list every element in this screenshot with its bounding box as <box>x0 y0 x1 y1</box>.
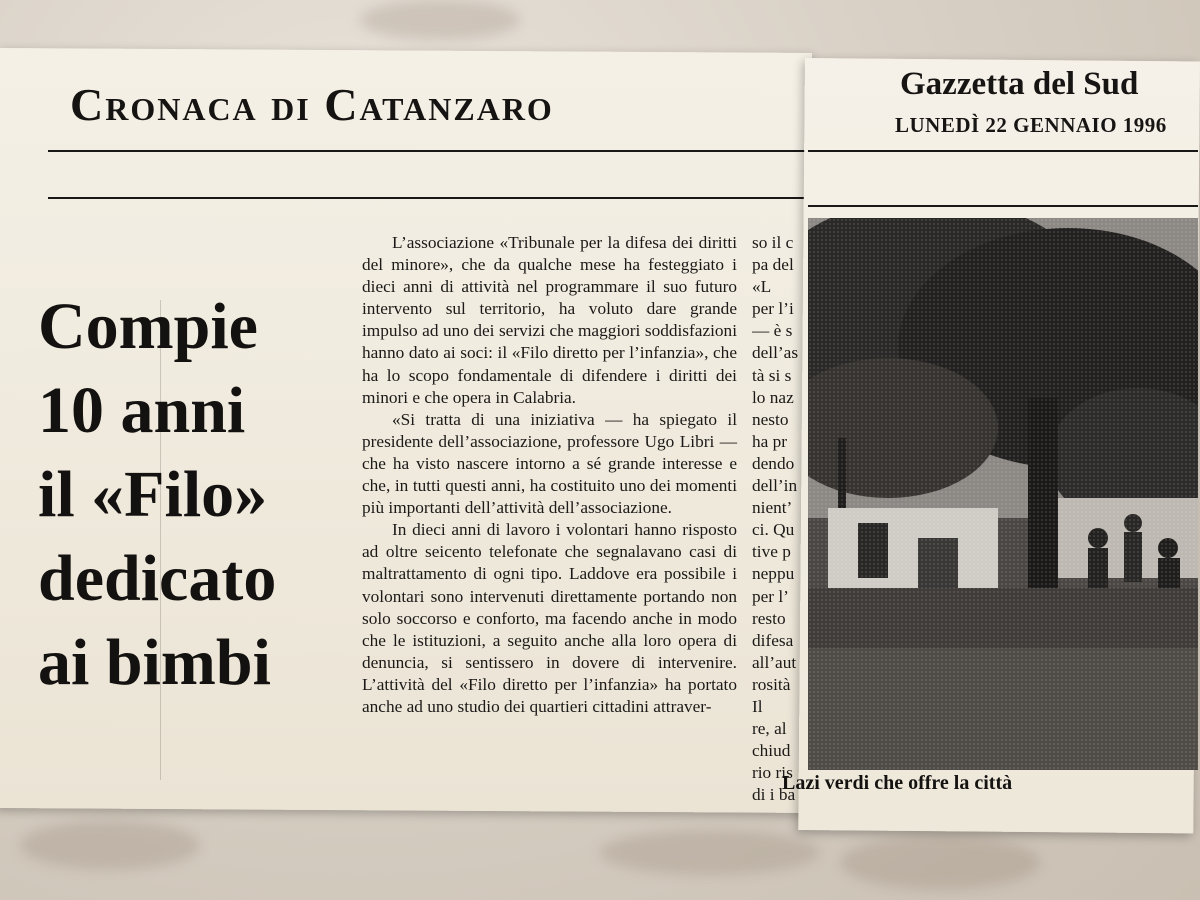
truncated-line: per l’ <box>752 586 789 606</box>
photo-caption: Lazi verdi che offre la città <box>782 772 1013 794</box>
truncated-line: re, al <box>752 719 787 739</box>
truncated-line: lo naz <box>752 387 794 407</box>
marble-vein <box>20 820 200 870</box>
truncated-line: ha pr <box>752 431 788 451</box>
article-paragraph: In dieci anni di lavoro i volontari hanno risposto ad oltre seicento telefonate che segnalavano casi di maltrattamento di ogni tipo. Laddove era possibile i volontari sono intervenuti direttamente portando non solo soccorso e conforto, ma facendo anche in modo che le istituzioni, a seguito anche alla loro opera di denuncia, si sentissero in dovere di intervenire. L’attività del «Filo diretto per l’infanzia» ha portato anche ad uno studio dei quartieri cittadini attraver- <box>362 520 737 716</box>
second-rule <box>48 197 808 199</box>
truncated-line: nesto <box>752 409 789 429</box>
truncated-line: ci. Qu <box>752 520 795 540</box>
truncated-line: chiud <box>752 741 791 761</box>
marble-vein <box>360 0 520 40</box>
marble-vein <box>840 835 1040 890</box>
truncated-line: — è s <box>752 321 793 341</box>
truncated-line: «L <box>752 277 772 297</box>
truncated-line: rosità <box>752 674 791 694</box>
article-paragraph: L’associazione «Tribunale per la difesa dei diritti del minore», che da qualche mese ha festeggiato i dieci anni di attività nel programmare il suo futuro intervento sul territorio, ha voluto dare grande impulso ad uno dei servizi che maggiori soddisfazioni hanno dato ai soci: il «Filo diretto per l’infanzia», che ha lo scopo fondamentale di difendere i diritti dei minori e che opera in Calabria. <box>362 233 737 407</box>
truncated-line: pa del <box>752 255 794 275</box>
publication-date: LUNEDÌ 22 GENNAIO 1996 <box>895 113 1167 137</box>
truncated-line: tà si s <box>752 365 792 385</box>
truncated-line: di i ba <box>752 785 796 805</box>
marble-vein <box>600 830 820 875</box>
top-rule <box>48 150 808 152</box>
truncated-line: Il <box>752 696 763 716</box>
truncated-line: rio ris <box>752 763 793 783</box>
article-body <box>362 232 737 718</box>
headline-line: il «Filo» <box>38 458 268 531</box>
truncated-line: dell’in <box>752 476 798 496</box>
photo-illustration <box>808 218 1198 770</box>
right-second-rule <box>808 205 1198 207</box>
truncated-line: so il c <box>752 233 794 252</box>
headline-line: dedicato <box>38 542 277 615</box>
photo-park-tree <box>808 218 1198 770</box>
truncated-line: dell’as <box>752 343 799 363</box>
headline-line: ai bimbi <box>38 626 271 699</box>
headline <box>38 285 338 705</box>
section-title: Cronaca di Catanzaro <box>70 79 554 130</box>
truncated-line: difesa <box>752 630 794 650</box>
truncated-line: all’aut <box>752 652 797 672</box>
headline-line: Compie <box>38 290 258 363</box>
truncated-line: tive p <box>752 542 791 562</box>
headline-line: 10 anni <box>38 374 246 447</box>
truncated-line: resto <box>752 608 786 628</box>
truncated-line: dendo <box>752 453 795 473</box>
masthead: Gazzetta del Sud <box>900 66 1139 102</box>
truncated-line: nient’ <box>752 498 793 518</box>
right-top-rule <box>808 150 1198 152</box>
truncated-line: neppu <box>752 564 795 584</box>
article-paragraph: «Si tratta di una iniziativa — ha spiegato il presidente dell’associazione, professore Ugo Libri — che ha visto nascere intorno a sé grande interesse e che, in tutti questi anni, ha costituito uno dei momenti più importanti dell’attività dell’associazione. <box>362 409 737 518</box>
truncated-line: per l’i <box>752 299 794 319</box>
